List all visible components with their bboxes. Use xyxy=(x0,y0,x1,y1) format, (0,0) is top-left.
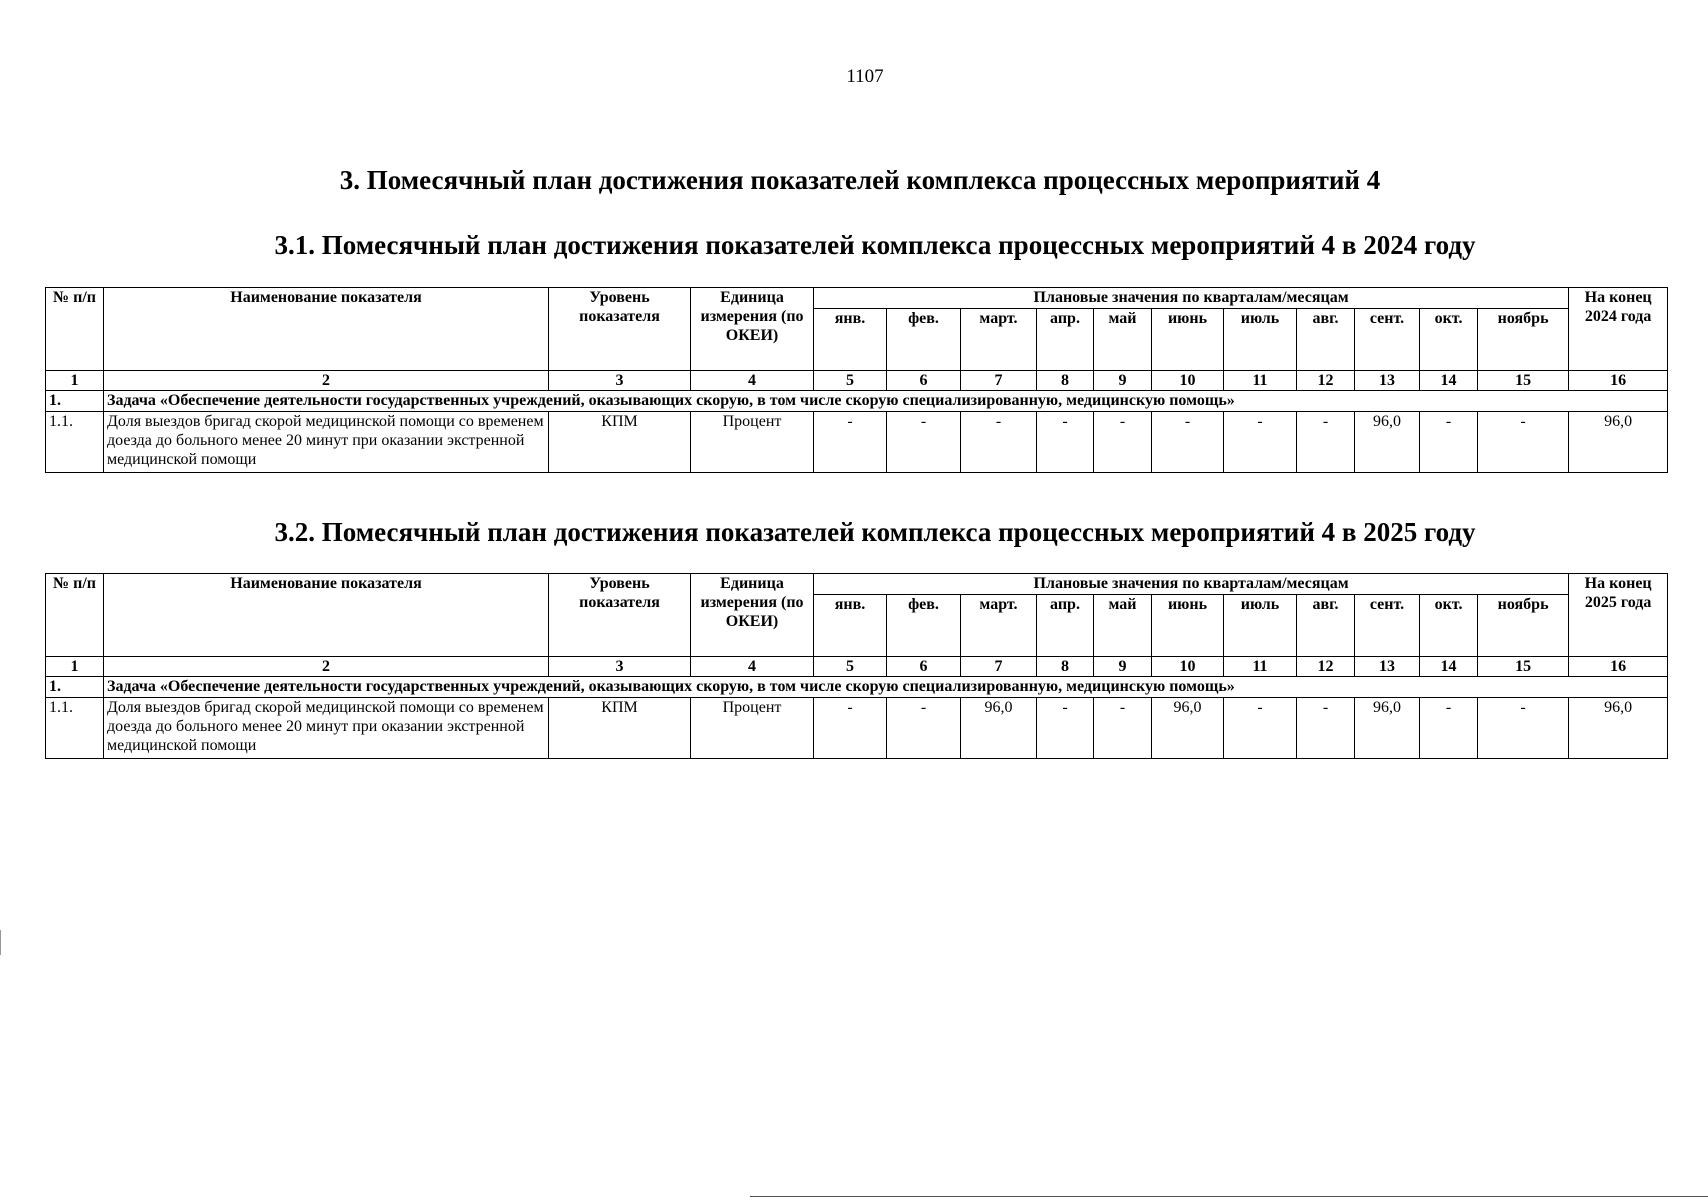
section-title: 3. Помесячный план достижения показателей комплекса процессных мероприятий 4 xyxy=(339,165,1381,195)
header-num: № п/п xyxy=(46,288,104,371)
header-month: сент. xyxy=(1355,595,1420,657)
plan-table-2025 xyxy=(45,573,1668,759)
month-value: - xyxy=(1094,412,1152,473)
column-number: 1 xyxy=(46,657,104,677)
header-month: апр. xyxy=(1037,309,1094,371)
month-value: - xyxy=(814,698,887,759)
column-number: 6 xyxy=(887,657,961,677)
header-unit: Единица измерения (по ОКЕИ) xyxy=(691,288,814,371)
column-number: 4 xyxy=(691,657,814,677)
column-number: 10 xyxy=(1152,657,1224,677)
header-month: июнь xyxy=(1152,595,1224,657)
column-number: 15 xyxy=(1478,657,1569,677)
header-month: сент. xyxy=(1355,309,1420,371)
table-title-2024: 3.1. Помесячный план достижения показателей комплекса процессных мероприятий 4 в 2024 году xyxy=(274,230,1476,260)
month-value: - xyxy=(1224,412,1297,473)
column-number: 16 xyxy=(1569,371,1668,391)
month-value: - xyxy=(1094,698,1152,759)
task-text: Задача «Обеспечение деятельности государственных учреждений, оказывающих скорую, в том числе скорую специализированную, медицинскую помощь» xyxy=(104,677,1668,698)
column-number: 12 xyxy=(1297,657,1355,677)
plan-table-2024 xyxy=(45,287,1668,473)
header-month: авг. xyxy=(1297,309,1355,371)
column-number: 7 xyxy=(961,371,1037,391)
column-number: 14 xyxy=(1420,657,1478,677)
column-number: 8 xyxy=(1037,371,1094,391)
column-number: 10 xyxy=(1152,371,1224,391)
month-value: - xyxy=(814,412,887,473)
column-number: 2 xyxy=(104,657,549,677)
header-month: март. xyxy=(961,309,1037,371)
column-number: 11 xyxy=(1224,371,1297,391)
year-end-value: 96,0 xyxy=(1569,412,1668,473)
column-number: 14 xyxy=(1420,371,1478,391)
year-end-value: 96,0 xyxy=(1569,698,1668,759)
header-month: фев. xyxy=(887,595,961,657)
month-value: - xyxy=(1224,698,1297,759)
header-month: март. xyxy=(961,595,1037,657)
month-value: - xyxy=(1297,698,1355,759)
table-row xyxy=(46,698,1668,759)
header-level: Уровень показателя xyxy=(549,574,691,657)
month-value: - xyxy=(887,698,961,759)
header-month: апр. xyxy=(1037,595,1094,657)
month-value: 96,0 xyxy=(1355,698,1420,759)
header-month: май xyxy=(1094,309,1152,371)
column-number: 9 xyxy=(1094,657,1152,677)
header-num: № п/п xyxy=(46,574,104,657)
column-number: 13 xyxy=(1355,657,1420,677)
row-num: 1.1. xyxy=(46,412,104,473)
indicator-unit: Процент xyxy=(691,698,814,759)
indicator-name: Доля выездов бригад скорой медицинской помощи со временем доезда до больного менее 20 минут при оказании экстренной медицинской помощи xyxy=(104,412,549,473)
header-month: янв. xyxy=(814,595,887,657)
header-month: июль xyxy=(1224,309,1297,371)
task-num: 1. xyxy=(46,677,104,698)
header-month: июнь xyxy=(1152,309,1224,371)
column-number: 15 xyxy=(1478,371,1569,391)
column-number: 6 xyxy=(887,371,961,391)
month-value: 96,0 xyxy=(1355,412,1420,473)
row-num: 1.1. xyxy=(46,698,104,759)
header-plan: Плановые значения по кварталам/месяцам xyxy=(814,288,1569,309)
column-number: 3 xyxy=(549,371,691,391)
header-month: фев. xyxy=(887,309,961,371)
month-value: - xyxy=(1478,698,1569,759)
header-month: ноябрь xyxy=(1478,309,1569,371)
month-value: - xyxy=(1152,412,1224,473)
month-value: 96,0 xyxy=(1152,698,1224,759)
month-value: - xyxy=(1420,698,1478,759)
column-number: 9 xyxy=(1094,371,1152,391)
column-number: 5 xyxy=(814,371,887,391)
indicator-unit: Процент xyxy=(691,412,814,473)
task-text: Задача «Обеспечение деятельности государственных учреждений, оказывающих скорую, в том числе скорую специализированную, медицинскую помощь» xyxy=(104,391,1668,412)
column-number: 2 xyxy=(104,371,549,391)
header-month: авг. xyxy=(1297,595,1355,657)
header-month: окт. xyxy=(1420,595,1478,657)
header-end: На конец 2025 года xyxy=(1569,574,1668,657)
month-value: - xyxy=(1478,412,1569,473)
column-number: 11 xyxy=(1224,657,1297,677)
page-number: 1107 xyxy=(846,66,884,87)
month-value: - xyxy=(1297,412,1355,473)
header-name: Наименование показателя xyxy=(104,288,549,371)
table-row xyxy=(46,412,1668,473)
month-value: - xyxy=(1037,412,1094,473)
header-month: июль xyxy=(1224,595,1297,657)
column-number: 4 xyxy=(691,371,814,391)
header-level: Уровень показателя xyxy=(549,288,691,371)
column-number: 1 xyxy=(46,371,104,391)
task-num: 1. xyxy=(46,391,104,412)
column-number: 16 xyxy=(1569,657,1668,677)
header-month: окт. xyxy=(1420,309,1478,371)
column-number: 7 xyxy=(961,657,1037,677)
header-unit: Единица измерения (по ОКЕИ) xyxy=(691,574,814,657)
month-value: - xyxy=(1037,698,1094,759)
month-value: - xyxy=(887,412,961,473)
month-value: 96,0 xyxy=(961,698,1037,759)
column-number: 8 xyxy=(1037,657,1094,677)
indicator-level: КПМ xyxy=(549,698,691,759)
scan-edge-line xyxy=(750,1196,1708,1198)
header-month: ноябрь xyxy=(1478,595,1569,657)
header-end: На конец 2024 года xyxy=(1569,288,1668,371)
indicator-name: Доля выездов бригад скорой медицинской помощи со временем доезда до больного менее 20 минут при оказании экстренной медицинской помощи xyxy=(104,698,549,759)
scan-margin-mark xyxy=(0,930,1,955)
header-month: май xyxy=(1094,595,1152,657)
header-plan: Плановые значения по кварталам/месяцам xyxy=(814,574,1569,595)
indicator-level: КПМ xyxy=(549,412,691,473)
column-number: 13 xyxy=(1355,371,1420,391)
month-value: - xyxy=(1420,412,1478,473)
header-name: Наименование показателя xyxy=(104,574,549,657)
header-month: янв. xyxy=(814,309,887,371)
column-number: 12 xyxy=(1297,371,1355,391)
table-title-2025: 3.2. Помесячный план достижения показателей комплекса процессных мероприятий 4 в 2025 году xyxy=(274,517,1476,547)
column-number: 5 xyxy=(814,657,887,677)
month-value: - xyxy=(961,412,1037,473)
column-number: 3 xyxy=(549,657,691,677)
